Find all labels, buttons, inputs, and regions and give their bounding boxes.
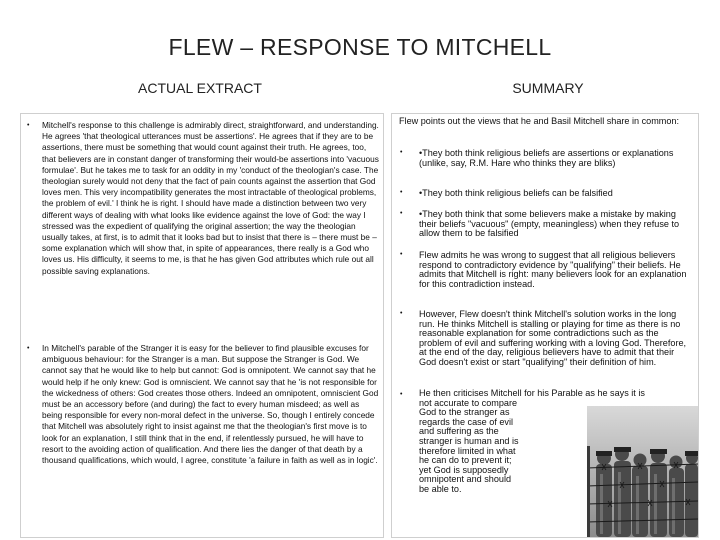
extract-paragraph: Mitchell's response to this challenge is admirably direct, straightforward, and understanding. He agrees 'that theological utterances must be assertions'. He agrees that if they are to be assertions, there must be something that would count against their truth. He agrees, too, that believers are in constant danger of transforming their would-be assertions into 'vacuous formulae'. But he takes me to task for an oddity in my 'conduct of the theologian's case. The theologian surely would not deny that the fact of pain counts against the assertion that God loves men. This very incompatibility generates the most intractable of theological problems, the problem of evil.' I think he is right. I should have made a distinction between two very different ways of dealing with what looks like evidence against the love of God: the way I stressed was the expedient of qualifying the original assertion; the way the theologian usually takes, at first, is to admit that it looks bad but to insist that there is – there must be – some explanation which will show that, in spite of appearances, there really is a God who loves us. His difficulty, it seems to me, is that he has given God attributes which rule out all possible saving explanations. xyxy=(42,120,379,276)
bullet-icon: • xyxy=(400,189,403,196)
children-behind-barbed-wire-image xyxy=(542,406,698,537)
summary-line: he can do to prevent it; xyxy=(419,455,512,466)
extract-box xyxy=(20,113,384,538)
summary-intro: Flew points out the views that he and Basil Mitchell share in common: xyxy=(399,116,680,126)
summary-line: He then criticises Mitchell for his Parable as he says it is xyxy=(419,388,645,398)
bullet-icon: • xyxy=(400,210,403,217)
summary-item: However, Flew doesn't think Mitchell's solution works in the long run. He thinks Mitchell is stalling or playing for time as there is no reasonable explanation for some contradictions such as the problem of evil and suffering working with a loving God. Therefore, at the end of the day, religious believers have to admit that their God doesn't exist or start "qualifying" their definition of him. xyxy=(419,309,687,367)
page-title: FLEW – RESPONSE TO MITCHELL xyxy=(168,34,552,60)
summary-line: God to the stranger as xyxy=(419,407,510,418)
summary-item: •They both think religious beliefs are assertions or explanations (unlike, say, R.M. Hare who thinks they are bliks) xyxy=(419,148,674,168)
summary-item: •They both think that some believers make a mistake by making their beliefs "vacuous" (empty, meaningless) when they refuse to allow them to be falsified xyxy=(419,209,680,239)
summary-line: be able to. xyxy=(419,483,462,494)
summary-line: omnipotent and should xyxy=(419,474,512,485)
summary-line: yet God is supposedly xyxy=(419,464,509,475)
bullet-icon: • xyxy=(27,345,30,352)
summary-line: not accurate to compare xyxy=(419,397,518,408)
right-column-heading: SUMMARY xyxy=(512,80,584,96)
summary-line: therefore limited in what xyxy=(419,445,516,456)
bullet-icon: • xyxy=(400,391,403,398)
summary-item: Flew admits he was wrong to suggest that all religious believers respond to contradictory evidence by "qualifying" their beliefs. He admits that Mitchell is right: many believers look for an explanation for this contradiction instead. xyxy=(419,250,687,289)
summary-line: and suffering as the xyxy=(419,426,499,437)
summary-line: stranger is human and is xyxy=(419,435,519,446)
bullet-icon: • xyxy=(400,251,403,258)
summary-item: •They both think religious beliefs can be falsified xyxy=(419,188,613,198)
bullet-icon: • xyxy=(400,149,403,156)
summary-box xyxy=(391,113,699,538)
left-column-heading: ACTUAL EXTRACT xyxy=(138,80,262,96)
summary-line: regards the case of evil xyxy=(419,416,514,427)
extract-paragraph: In Mitchell's parable of the Stranger it is easy for the believer to find plausible excuses for ambiguous behaviour: for the Stranger is a man. But suppose the Stranger is God. We cannot say that he would like to help but cannot: God is omnipotent. We cannot say that he would help if he only knew: God is omniscient. We cannot say that he 'is not responsible for the wickedness of others: God creates those others. Indeed an omnipotent, omniscient God must be an accessory before (and during) the fact to every human misdeed; as well as being responsible for every non-moral defect in the universe. So, though I entirely concede that Mitchell was absolutely right to insist against me that the theologian's first move is to look for an explanation, I still think that in the end, if relentlessly pursued, he will have to resort to the avoiding action of qualification. And there lies the danger of that death by a thousand qualifications, which would, I agree, constitute 'a failure in faith as well as in logic'. xyxy=(42,343,379,466)
historical-photo xyxy=(542,406,698,537)
bullet-icon: • xyxy=(27,122,30,129)
bullet-icon: • xyxy=(400,310,403,317)
